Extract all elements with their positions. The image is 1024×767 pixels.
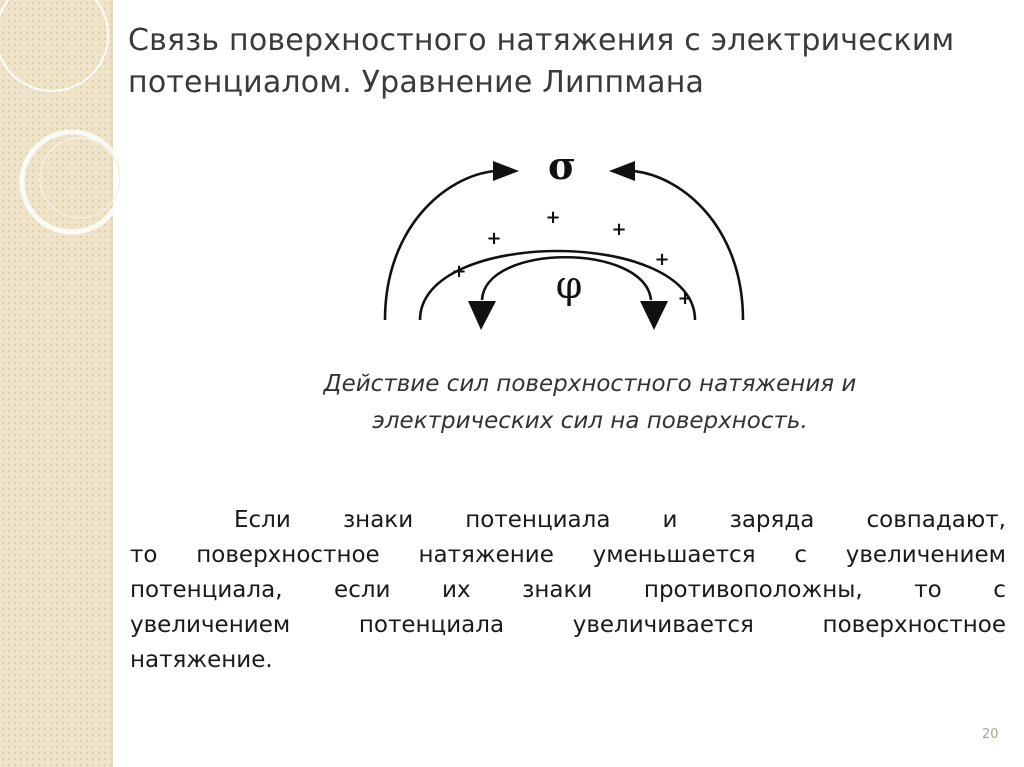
word: поверхностное: [196, 542, 380, 568]
word: Если: [234, 507, 291, 533]
sigma-arrow-left: [493, 161, 519, 181]
word: натяжение.: [130, 647, 273, 673]
word: заряда: [729, 507, 815, 533]
word: уменьшается: [592, 542, 756, 568]
body-paragraph: [130, 503, 1006, 678]
word: потенциала: [358, 612, 505, 638]
word: с: [794, 542, 807, 568]
word: совпадают,: [866, 507, 1006, 533]
sigma-symbol: σ: [547, 148, 577, 188]
paragraph-line: [130, 538, 1006, 573]
word: знаки: [342, 507, 414, 533]
word: натяжение: [418, 542, 554, 568]
paragraph-line: [130, 608, 1006, 643]
word: и: [662, 507, 678, 533]
word: увеличивается: [572, 612, 754, 638]
phi-symbol: φ: [555, 263, 583, 307]
charge-plus: +: [611, 219, 627, 240]
word: потенциала: [465, 507, 611, 533]
surface-forces-diagram: [370, 148, 760, 338]
slide-title: [128, 20, 1008, 104]
charge-plus: +: [486, 228, 502, 249]
caption-line-2: электрических сил на поверхность.: [372, 408, 808, 434]
page-number: 20: [982, 727, 999, 742]
charge-plus: +: [677, 288, 693, 309]
word: поверхностное: [822, 612, 1006, 638]
word: потенциала,: [130, 577, 283, 603]
decorative-rings: [0, 0, 120, 260]
diagram-caption: [200, 366, 980, 440]
sigma-arrow-right: [609, 161, 635, 181]
word: увеличением: [845, 542, 1006, 568]
slide-title-line-1: Связь поверхностного натяжения с электрическим: [128, 23, 955, 58]
word: знаки: [522, 577, 593, 603]
charge-plus: +: [451, 261, 467, 282]
phi-arrow-right: [640, 301, 668, 330]
charge-plus: +: [654, 249, 670, 270]
paragraph-line: [130, 573, 1006, 608]
word: с: [993, 577, 1006, 603]
word: противоположны,: [643, 577, 863, 603]
outer-arc: [385, 171, 495, 320]
phi-arrow-left: [468, 301, 496, 330]
slide-title-line-2: потенциалом. Уравнение Липпмана: [128, 65, 705, 100]
word: увеличением: [130, 612, 291, 638]
caption-line-1: Действие сил поверхностного натяжения и: [323, 371, 857, 397]
word: то: [914, 577, 942, 603]
paragraph-line: [130, 643, 1006, 678]
paragraph-line: [130, 503, 1006, 538]
charge-plus: +: [545, 207, 561, 228]
word: то: [130, 542, 158, 568]
word: если: [334, 577, 391, 603]
word: их: [442, 577, 471, 603]
